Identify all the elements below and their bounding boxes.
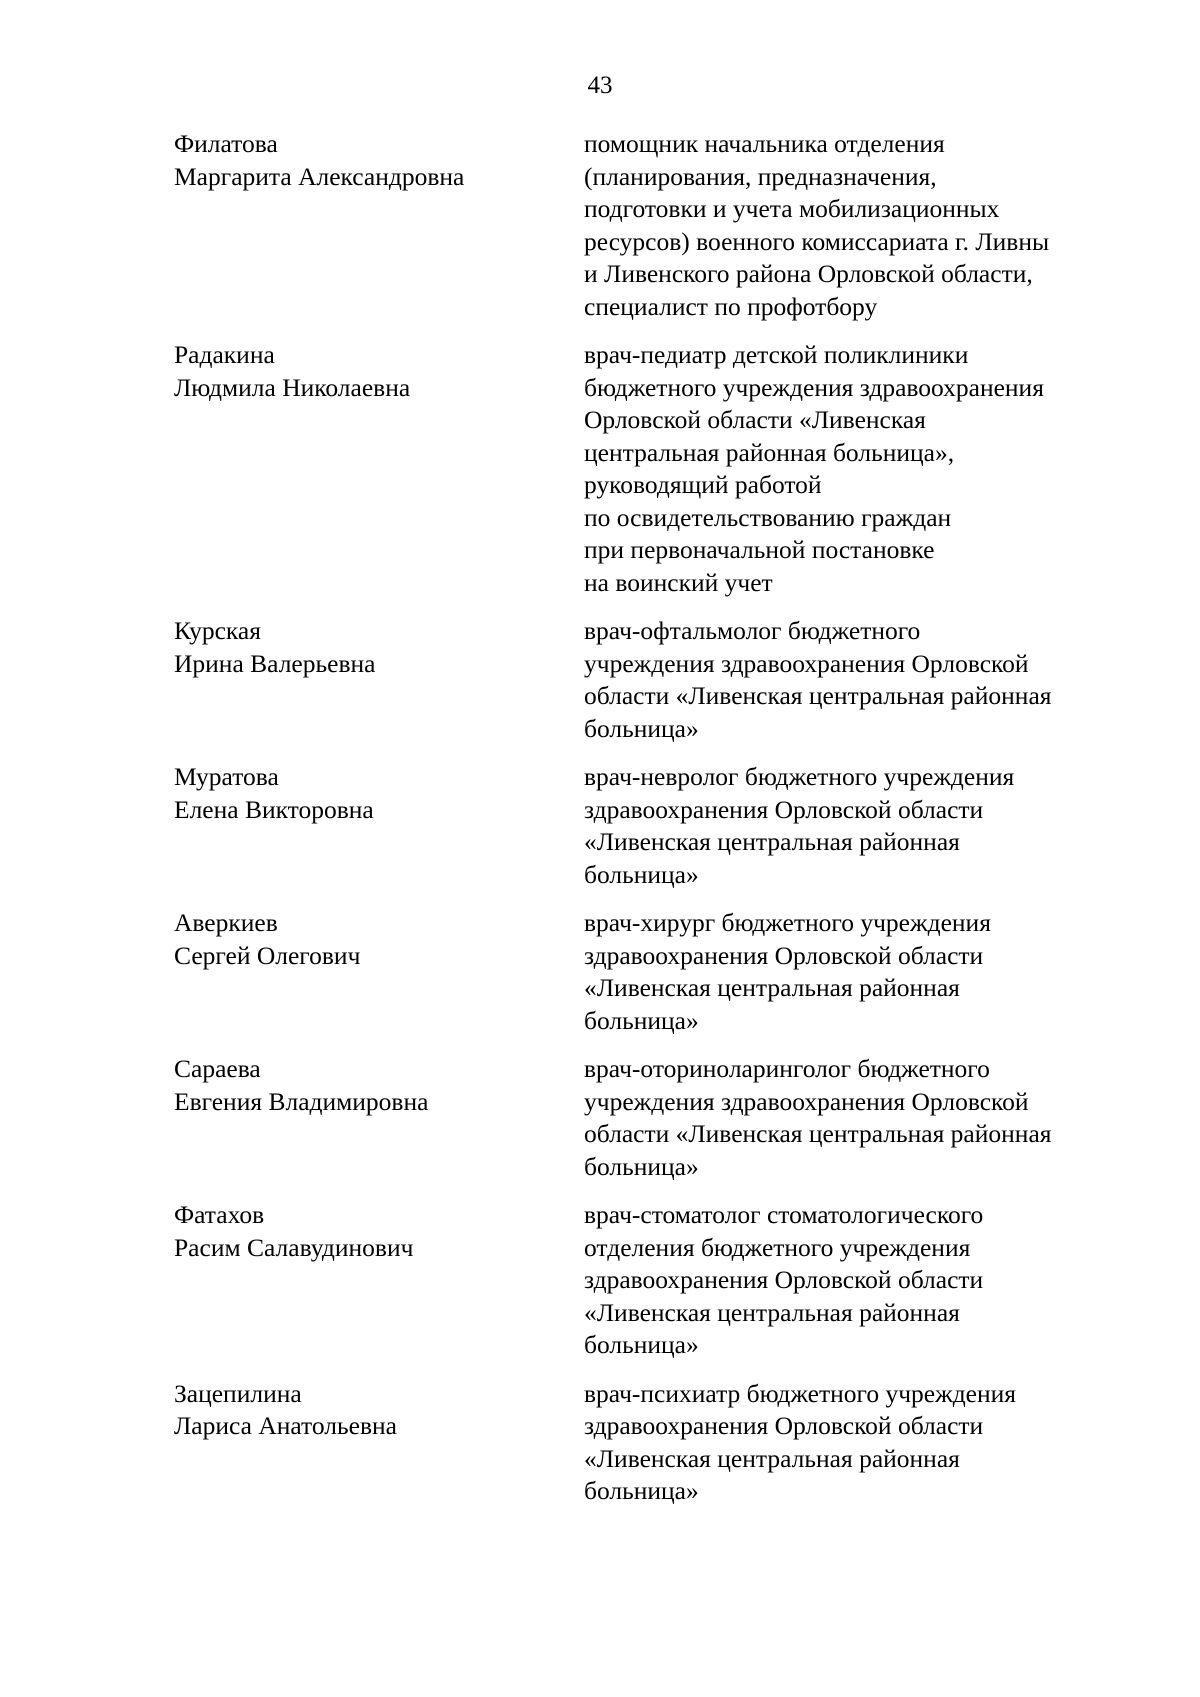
member-role (584, 128, 1134, 323)
role-line: здравоохранения Орловской области (584, 1265, 984, 1294)
role-line: врач-хирург бюджетного учреждения (584, 908, 991, 937)
member-given-names: Людмила Николаевна (174, 372, 411, 402)
member-given-names: Маргарита Александровна (174, 161, 465, 191)
member-role (584, 1199, 1134, 1362)
member-given-names: Ирина Валерьевна (174, 648, 376, 678)
member-entry (174, 1053, 1134, 1183)
role-line: подготовки и учета мобилизационных (584, 194, 1000, 223)
member-name (174, 615, 584, 745)
member-entry (174, 1199, 1134, 1362)
role-line: руководящий работой (584, 470, 822, 499)
role-line: здравоохранения Орловской области (584, 940, 984, 970)
role-line: врач-невролог бюджетного учреждения (584, 762, 1015, 791)
page-number: 43 (587, 72, 613, 99)
role-line: специалист по профотбору (584, 291, 878, 321)
role-line: «Ливенская центральная районная (584, 827, 960, 856)
member-entry (174, 761, 1134, 891)
member-role (584, 907, 1134, 1037)
member-given-names: Расим Салавудинович (174, 1232, 414, 1262)
member-given-names: Лариса Анатольевна (174, 1411, 397, 1440)
member-given-names: Сергей Олегович (174, 940, 361, 970)
role-line: центральная районная больница», (584, 437, 955, 467)
role-line: врач-оториноларинголог бюджетного (584, 1054, 990, 1083)
member-entry (174, 907, 1134, 1037)
role-line: больница» (584, 1330, 699, 1359)
member-role (584, 615, 1134, 745)
role-line: «Ливенская центральная районная (584, 973, 960, 1002)
role-line: учреждения здравоохранения Орловской (584, 648, 1029, 678)
member-surname: Филатова (174, 129, 278, 158)
role-line: больница» (584, 1476, 699, 1505)
member-entry (174, 615, 1134, 745)
member-surname: Радакина (174, 340, 275, 369)
member-name (174, 339, 584, 599)
member-surname: Муратова (174, 762, 279, 791)
role-line: здравоохранения Орловской области (584, 1411, 984, 1440)
role-line: по освидетельствованию граждан (584, 502, 952, 532)
role-line: на воинский учет (584, 567, 773, 597)
role-line: помощник начальника отделения (584, 129, 945, 158)
role-line: врач-психиатр бюджетного учреждения (584, 1378, 1017, 1408)
role-line: больница» (584, 859, 699, 889)
role-line: «Ливенская центральная районная (584, 1443, 960, 1473)
member-entry (174, 1378, 1134, 1508)
member-role (584, 1053, 1134, 1183)
member-surname: Зацепилина (174, 1378, 302, 1408)
member-given-names: Елена Викторовна (174, 794, 374, 824)
role-line: больница» (584, 713, 699, 743)
member-name (174, 1199, 584, 1362)
role-line: «Ливенская центральная районная (584, 1297, 960, 1327)
role-line: области «Ливенская центральная районная (584, 681, 1052, 710)
member-surname: Аверкиев (174, 908, 278, 937)
role-line: при первоначальной постановке (584, 535, 935, 564)
role-line: бюджетного учреждения здравоохранения (584, 372, 1044, 402)
member-surname: Сараева (174, 1054, 261, 1083)
role-line: (планирования, предназначения, (584, 161, 937, 191)
role-line: Орловской области «Ливенская (584, 405, 926, 434)
commission-member-list (174, 128, 1134, 1524)
role-line: больница» (584, 1005, 699, 1035)
role-line: врач-стоматолог стоматологического (584, 1200, 984, 1229)
member-name (174, 907, 584, 1037)
role-line: и Ливенского района Орловской области, (584, 259, 1033, 288)
role-line: здравоохранения Орловской области (584, 794, 984, 824)
member-name (174, 1053, 584, 1183)
member-name (174, 761, 584, 891)
member-surname: Фатахов (174, 1200, 265, 1229)
member-role (584, 1378, 1134, 1508)
member-given-names: Евгения Владимировна (174, 1086, 429, 1116)
role-line: врач-офтальмолог бюджетного (584, 616, 921, 645)
role-line: области «Ливенская центральная районная (584, 1119, 1052, 1148)
member-entry (174, 339, 1134, 599)
member-surname: Курская (174, 616, 261, 645)
member-role (584, 339, 1134, 599)
member-entry (174, 128, 1134, 323)
role-line: учреждения здравоохранения Орловской (584, 1086, 1029, 1116)
role-line: ресурсов) военного комиссариата г. Ливны (584, 226, 1050, 256)
role-line: врач-педиатр детской поликлиники (584, 340, 969, 369)
member-role (584, 761, 1134, 891)
member-name (174, 1378, 584, 1508)
role-line: отделения бюджетного учреждения (584, 1232, 971, 1262)
member-name (174, 128, 584, 323)
role-line: больница» (584, 1151, 699, 1181)
